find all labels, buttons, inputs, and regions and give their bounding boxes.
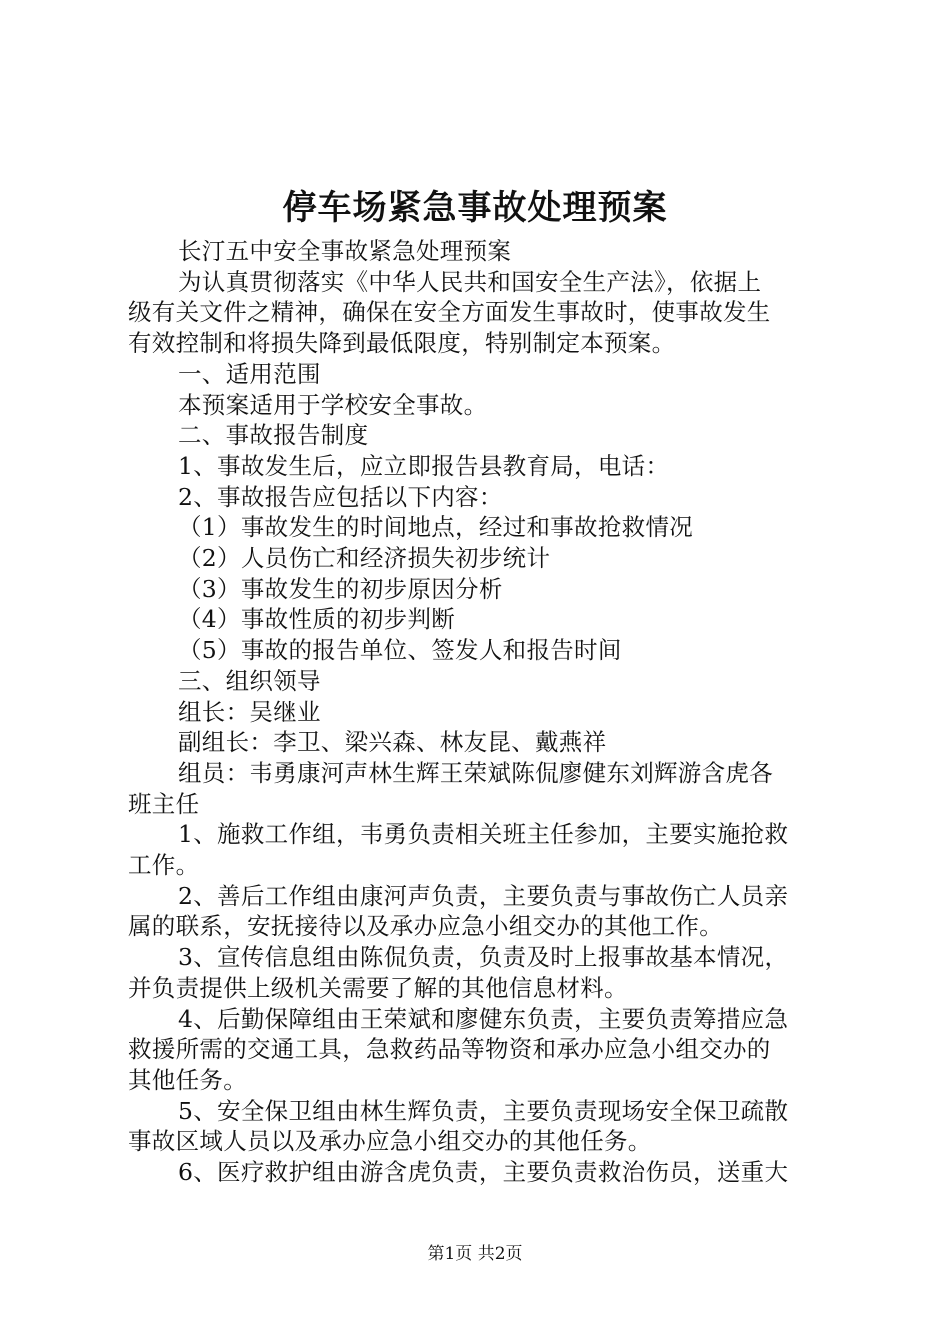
body-line: 班主任 — [128, 789, 200, 818]
section-heading: 一、适用范围 — [178, 359, 321, 388]
body-line: 其他任务。 — [128, 1065, 247, 1094]
list-item: （3）事故发生的初步原因分析 — [178, 574, 503, 603]
list-item: （1）事故发生的时间地点，经过和事故抢救情况 — [178, 513, 694, 542]
body-line: 工作。 — [128, 851, 200, 880]
document-body — [128, 236, 838, 1188]
body-line: 2、事故报告应包括以下内容： — [178, 482, 503, 511]
body-line: 组员：韦勇康河声林生辉王荣斌陈侃廖健东刘辉游含虎各 — [178, 758, 773, 787]
list-item: （2）人员伤亡和经济损失初步统计 — [178, 544, 551, 573]
document-title: 停车场紧急事故处理预案 — [282, 188, 668, 228]
body-line: 事故区域人员以及承办应急小组交办的其他任务。 — [128, 1127, 652, 1156]
body-line: 6、医疗救护组由游含虎负责，主要负责救治伤员，送重大 — [178, 1158, 789, 1187]
body-line: 为认真贯彻落实《中华人民共和国安全生产法》，依据上 — [178, 267, 762, 296]
section-heading: 二、事故报告制度 — [178, 421, 369, 450]
body-line: 3、宣传信息组由陈侃负责，负责及时上报事故基本情况， — [178, 943, 789, 972]
page-footer: 第1页 共2页 — [427, 1244, 523, 1264]
section-heading: 三、组织领导 — [178, 666, 321, 695]
body-line: 组长：吴继业 — [178, 697, 321, 726]
body-line: 1、施救工作组，韦勇负责相关班主任参加，主要实施抢救 — [178, 820, 789, 849]
body-line: 4、后勤保障组由王荣斌和廖健东负责，主要负责筹措应急 — [178, 1004, 789, 1033]
body-line: 长汀五中安全事故紧急处理预案 — [178, 237, 512, 265]
body-line: 副组长：李卫、梁兴森、林友昆、戴燕祥 — [178, 728, 607, 757]
body-line: 5、安全保卫组由林生辉负责，主要负责现场安全保卫疏散 — [178, 1096, 789, 1125]
list-item: （4）事故性质的初步判断 — [178, 605, 456, 634]
list-item: （5）事故的报告单位、签发人和报告时间 — [178, 636, 622, 665]
body-line: 并负责提供上级机关需要了解的其他信息材料。 — [128, 973, 628, 1002]
body-line: 2、善后工作组由康河声负责，主要负责与事故伤亡人员亲 — [178, 881, 789, 910]
body-line: 本预案适用于学校安全事故。 — [178, 390, 488, 419]
body-line: 救援所需的交通工具，急救药品等物资和承办应急小组交办的 — [128, 1035, 771, 1064]
body-line: 1、事故发生后，应立即报告县教育局，电话： — [178, 451, 670, 480]
body-line: 属的联系，安抚接待以及承办应急小组交办的其他工作。 — [128, 912, 723, 941]
body-line: 有效控制和将损失降到最低限度，特别制定本预案。 — [128, 329, 676, 358]
body-line: 级有关文件之精神，确保在安全方面发生事故时，使事故发生 — [128, 298, 771, 327]
